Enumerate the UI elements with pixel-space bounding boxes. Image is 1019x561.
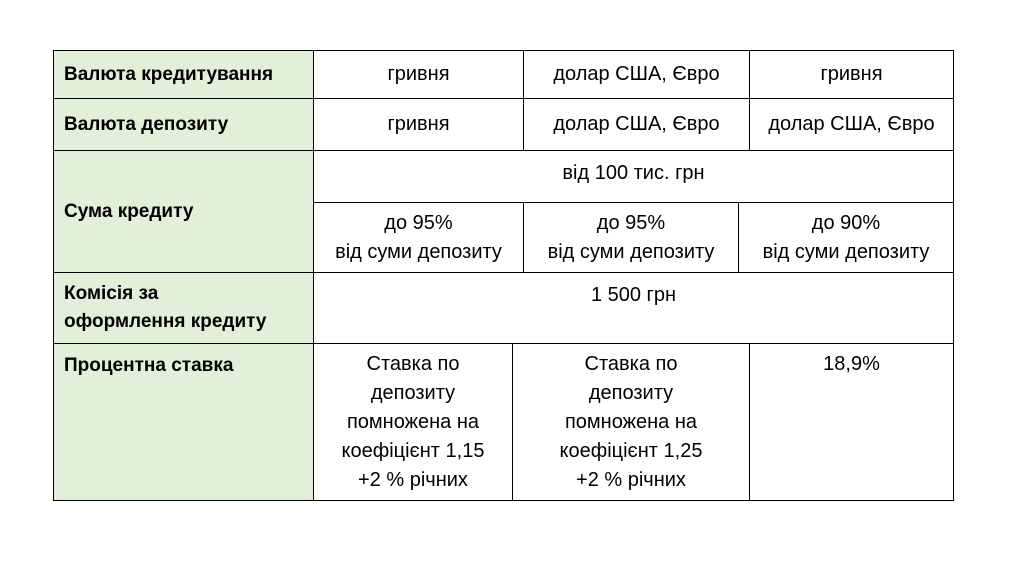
- loan-amount-percent-2: до 95%: [596, 211, 666, 234]
- interest-rate-2-line-5: +2 % річних: [576, 469, 686, 491]
- credit-currency-label: Валюта кредитування: [64, 63, 274, 85]
- interest-rate-1-line-4: коефіцієнт 1,15: [341, 440, 485, 462]
- interest-rate-2-line-1: Ставка по: [584, 353, 678, 375]
- deposit-currency-label: Валюта депозиту: [64, 113, 229, 135]
- credit-currency-value-1: гривня: [387, 63, 450, 85]
- interest-rate-1-line-2: депозиту: [370, 382, 456, 404]
- deposit-currency-value-3: долар США, Євро: [768, 113, 935, 135]
- row-label-deposit-currency: [53, 98, 314, 151]
- row-label-loan-amount: [53, 150, 314, 273]
- deposit-currency-cell-3: [749, 98, 954, 151]
- interest-rate-2-line-4: коефіцієнт 1,25: [559, 440, 703, 462]
- commission-value: 1 500 грн: [590, 284, 677, 306]
- credit-currency-cell-1: [313, 50, 524, 99]
- deposit-currency-value-1: гривня: [387, 113, 450, 135]
- interest-rate-1-line-1: Ставка по: [366, 353, 460, 375]
- row-label-interest-rate: [53, 343, 314, 501]
- credit-currency-cell-2: [523, 50, 750, 99]
- row-label-commission: [53, 272, 314, 344]
- loan-amount-basis-1: від суми депозиту: [335, 240, 502, 263]
- interest-rate-1-line-3: помножена на: [346, 411, 480, 433]
- commission-label-line-1: Комісія за: [64, 283, 159, 304]
- interest-rate-1-line-5: +2 % річних: [358, 469, 468, 491]
- credit-currency-value-2: долар США, Євро: [553, 63, 720, 85]
- loan-amount-basis-3: від суми депозиту: [762, 240, 930, 263]
- interest-rate-cell-3: [749, 343, 954, 501]
- credit-currency-cell-3: [749, 50, 954, 99]
- deposit-currency-cell-2: [523, 98, 750, 151]
- interest-rate-3-value: 18,9%: [823, 353, 880, 375]
- loan-amount-cell-2: [523, 202, 739, 273]
- interest-rate-2-line-2: депозиту: [588, 382, 674, 404]
- loan-amount-percent-3: до 90%: [811, 211, 881, 234]
- loan-amount-percent-1: до 95%: [384, 211, 453, 234]
- loan-amount-cell-1: [313, 202, 524, 273]
- interest-rate-2-line-3: помножена на: [564, 411, 698, 433]
- loan-amount-basis-2: від суми депозиту: [547, 240, 715, 263]
- interest-rate-label: Процентна ставка: [64, 355, 234, 376]
- loan-amount-min-value: від 100 тис. грн: [562, 162, 705, 184]
- interest-rate-cell-2: [512, 343, 750, 501]
- deposit-currency-value-2: долар США, Євро: [553, 113, 720, 135]
- commission-cell: [313, 272, 954, 344]
- loan-amount-min-cell: [313, 150, 954, 203]
- loan-amount-cell-3: [738, 202, 954, 273]
- interest-rate-cell-1: [313, 343, 513, 501]
- deposit-currency-cell-1: [313, 98, 524, 151]
- row-label-credit-currency: [53, 50, 314, 99]
- loan-amount-label: Сума кредиту: [64, 200, 194, 222]
- credit-currency-value-3: гривня: [820, 63, 883, 85]
- commission-label-line-2: оформлення кредиту: [64, 311, 267, 332]
